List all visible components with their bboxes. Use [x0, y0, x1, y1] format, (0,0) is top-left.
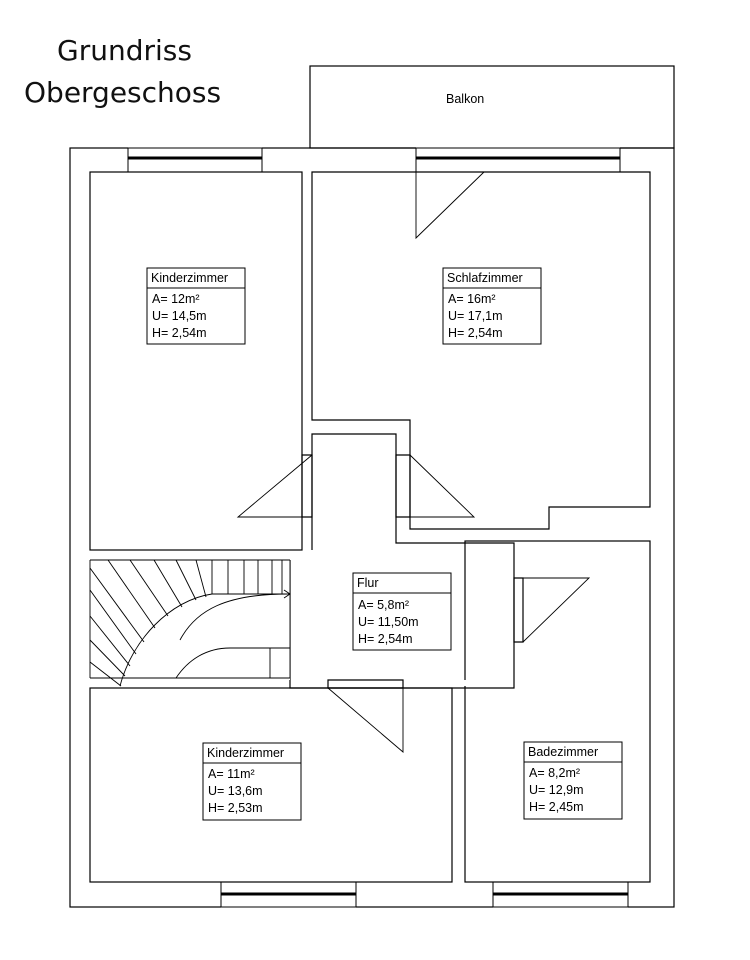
room-height: H= 2,54m — [358, 632, 413, 646]
room-name: Badezimmer — [528, 745, 599, 759]
room-name: Kinderzimmer — [151, 271, 229, 285]
plan-title-line2: Obergeschoss — [24, 76, 222, 109]
room-kinderzimmer-1 — [90, 172, 302, 550]
room-perimeter: U= 14,5m — [152, 309, 207, 323]
room-perimeter: U= 17,1m — [448, 309, 503, 323]
label-kinderzimmer-2 — [203, 743, 301, 820]
room-height: H= 2,45m — [529, 800, 584, 814]
room-name: Schlafzimmer — [447, 271, 523, 285]
room-name: Kinderzimmer — [207, 746, 285, 760]
room-height: H= 2,53m — [208, 801, 263, 815]
room-height: H= 2,54m — [152, 326, 207, 340]
room-area: A= 8,2m² — [529, 766, 581, 780]
door-swings — [238, 172, 589, 752]
room-perimeter: U= 13,6m — [208, 784, 263, 798]
room-area: A= 16m² — [448, 292, 496, 306]
room-area: A= 12m² — [152, 292, 200, 306]
window-badezimmer — [493, 882, 628, 908]
room-perimeter: U= 11,50m — [358, 615, 419, 629]
window-kinderzimmer-2 — [221, 882, 356, 908]
room-name: Flur — [357, 576, 379, 590]
window-kinderzimmer-1 — [128, 146, 262, 172]
room-height: H= 2,54m — [448, 326, 503, 340]
staircase — [90, 560, 290, 686]
balcony-label: Balkon — [446, 92, 485, 106]
label-badezimmer — [524, 742, 622, 819]
balcony — [310, 66, 674, 148]
room-perimeter: U= 12,9m — [529, 783, 584, 797]
plan-title-line1: Grundriss — [57, 34, 192, 67]
label-schlafzimmer — [443, 268, 541, 344]
room-area: A= 11m² — [208, 767, 255, 781]
room-badezimmer — [465, 541, 650, 882]
label-flur — [353, 573, 451, 650]
room-schlafzimmer — [312, 172, 650, 529]
label-kinderzimmer-1 — [147, 268, 245, 344]
room-area: A= 5,8m² — [358, 598, 410, 612]
window-schlafzimmer — [416, 146, 620, 172]
